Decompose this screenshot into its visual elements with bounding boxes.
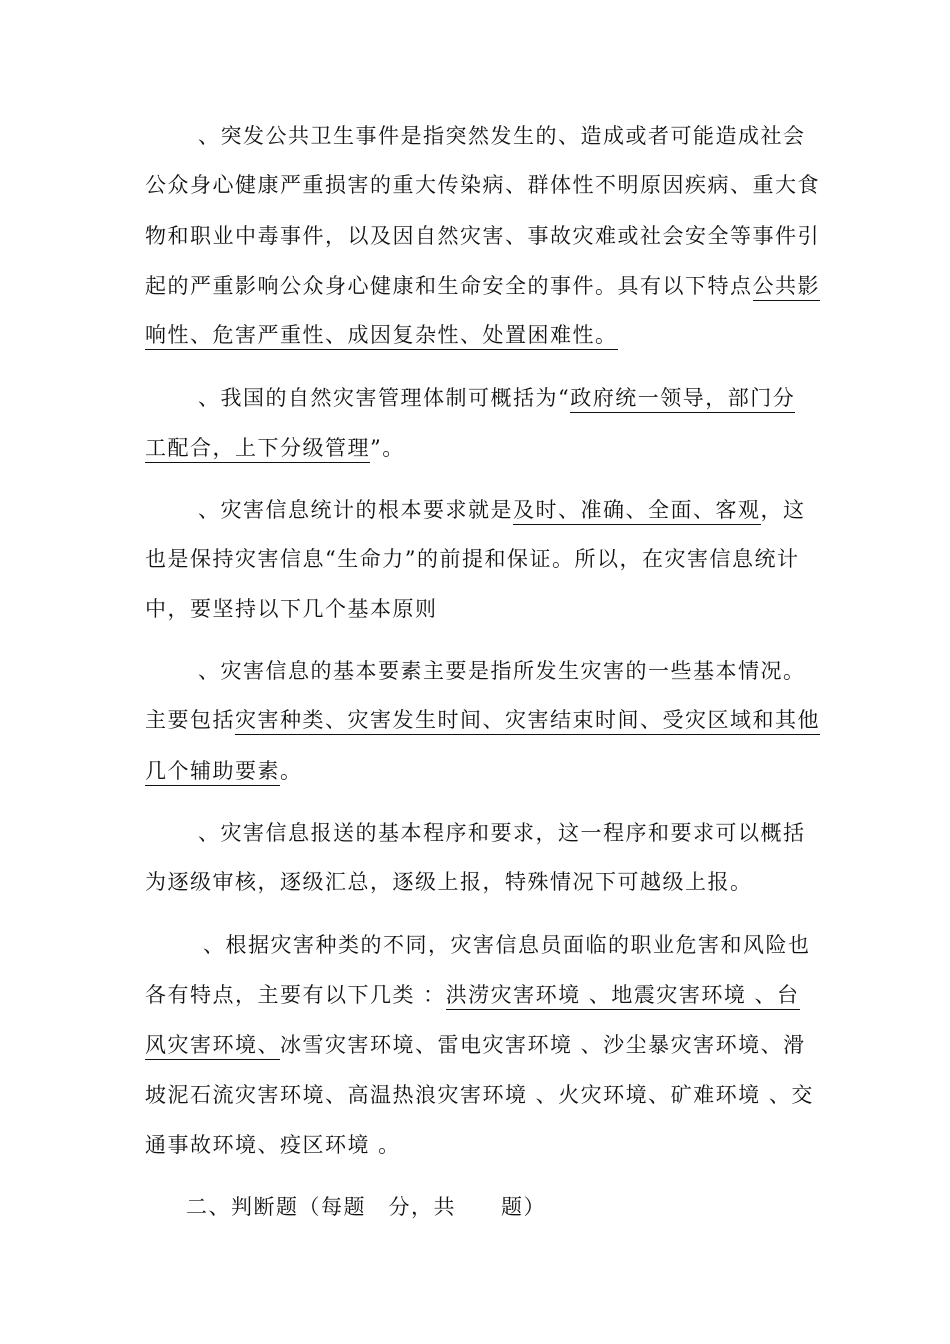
paragraph-2-text: ”。 [370, 436, 405, 460]
paragraph-1-line-5 [145, 321, 618, 349]
paragraph-6-line-3 [145, 1031, 806, 1059]
paragraph-1-text: 起的严重影响公众身心健康和生命安全的事件。具有以下特点 [145, 274, 753, 298]
paragraph-4-text: 主要包括 [145, 708, 235, 732]
paragraph-6-text: 各有特点，主要有以下几类 ： [145, 983, 446, 1007]
paragraph-6-line-2 [145, 981, 800, 1009]
paragraph-5-line-2: 为逐级审核，逐级汇总，逐级上报，特殊情况下可越级上报。 [145, 870, 753, 894]
paragraph-2-text: 、我国的自然灾害管理体制可概括为“ [198, 386, 571, 410]
answer-underline: 几个辅助要素 [145, 759, 280, 786]
answer-underline: 风灾害环境、 [145, 1033, 280, 1060]
answer-underline: 洪涝灾害环境 、地震灾害环境 、台 [446, 983, 800, 1010]
answer-underline: 公共影 [753, 274, 821, 301]
paragraph-2-line-2 [145, 434, 405, 462]
paragraph-4-line-2 [145, 706, 820, 734]
paragraph-1-line-1: 、突发公共卫生事件是指突然发生的、造成或者可能造成社会 [198, 124, 806, 148]
answer-underline: 及时、准确、全面、客观 [513, 498, 761, 525]
paragraph-4-text: 。 [280, 759, 303, 783]
answer-underline: 政府统一领导，部门分 [570, 386, 795, 413]
paragraph-3-text: ，这 [760, 498, 806, 522]
answer-underline: 工配合，上下分级管理 [145, 436, 370, 463]
paragraph-1-line-4 [145, 272, 820, 300]
answer-underline: 响性、危害严重性、成因复杂性、处置困难性。 [145, 323, 618, 350]
paragraph-6-line-1: 、根据灾害种类的不同，灾害信息员面临的职业危害和风险也 [203, 933, 811, 957]
paragraph-1-line-2: 公众身心健康严重损害的重大传染病、群体性不明原因疾病、重大食 [145, 173, 820, 197]
paragraph-3-text: 、灾害信息统计的根本要求就是 [198, 498, 513, 522]
paragraph-4-line-3 [145, 757, 303, 785]
paragraph-3-line-1 [198, 496, 806, 524]
section-heading: 二、判断题（每题 分，共 题） [186, 1195, 546, 1219]
paragraph-4-line-1: 、灾害信息的基本要素主要是指所发生灾害的一些基本情况。 [198, 659, 806, 683]
paragraph-5-line-1: 、灾害信息报送的基本程序和要求，这一程序和要求可以概括 [198, 821, 806, 845]
answer-underline: 灾害种类、灾害发生时间、灾害结束时间、受灾区域和其他 [235, 708, 820, 735]
paragraph-6-line-4: 坡泥石流灾害环境、高温热浪灾害环境 、火灾环境、矿难环境 、交 [145, 1083, 814, 1107]
paragraph-1-line-3: 物和职业中毒事件，以及因自然灾害、事故灾难或社会安全等事件引 [145, 224, 820, 248]
paragraph-3-line-2: 也是保持灾害信息“生命力”的前提和保证。所以，在灾害信息统计 [145, 547, 800, 571]
paragraph-2-line-1 [198, 384, 795, 412]
paragraph-6-text: 冰雪灾害环境、雷电灾害环境 、沙尘暴灾害环境、滑 [280, 1033, 806, 1057]
paragraph-6-line-5: 通事故环境、疫区环境 。 [145, 1133, 401, 1157]
paragraph-3-line-3: 中，要坚持以下几个基本原则 [145, 597, 438, 621]
